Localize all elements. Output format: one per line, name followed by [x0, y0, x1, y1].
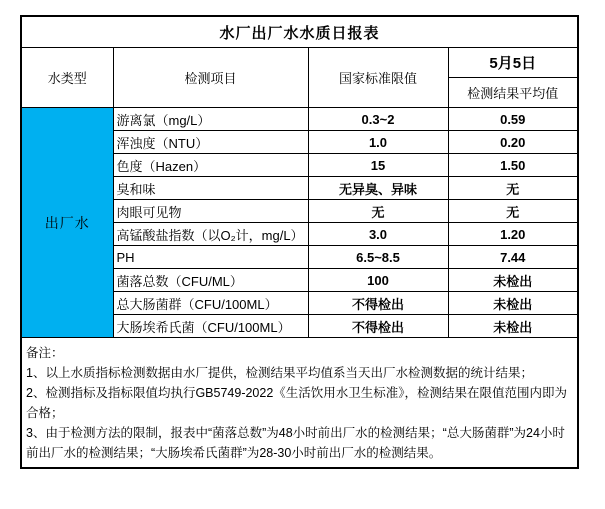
standard-cell: 100 — [308, 269, 448, 292]
result-cell: 未检出 — [448, 292, 578, 315]
item-cell: 菌落总数（CFU/ML） — [113, 269, 308, 292]
result-cell: 无 — [448, 200, 578, 223]
item-cell: 色度（Hazen） — [113, 154, 308, 177]
standard-cell: 不得检出 — [308, 292, 448, 315]
standard-cell: 不得检出 — [308, 315, 448, 338]
result-cell: 0.59 — [448, 108, 578, 131]
item-cell: 游离氯（mg/L） — [113, 108, 308, 131]
notes-cell — [21, 338, 578, 469]
result-cell: 1.20 — [448, 223, 578, 246]
notes-label: 备注： — [26, 346, 64, 360]
note-line-3: 3、由于检测方法的限制，报表中“菌落总数”为48小时前出厂水的检测结果；“总大肠菌群”为24小时前出厂水的检测结果；“大肠埃希氏菌群”为28-30小时前出厂水的检测结果。 — [26, 426, 565, 460]
report-title: 水厂出厂水水质日报表 — [21, 16, 578, 48]
notes-row — [21, 338, 578, 469]
standard-cell: 6.5~8.5 — [308, 246, 448, 269]
result-cell: 未检出 — [448, 315, 578, 338]
table-row — [21, 108, 578, 131]
result-cell: 0.20 — [448, 131, 578, 154]
result-cell: 无 — [448, 177, 578, 200]
result-cell: 1.50 — [448, 154, 578, 177]
water-quality-report-table — [20, 15, 579, 469]
result-cell: 7.44 — [448, 246, 578, 269]
header-row-1 — [21, 48, 578, 78]
water-type-cell: 出厂水 — [21, 108, 113, 338]
standard-cell: 无 — [308, 200, 448, 223]
standard-cell: 1.0 — [308, 131, 448, 154]
note-line-1: 1、以上水质指标检测数据由水厂提供，检测结果平均值系当天出厂水检测数据的统计结果； — [26, 366, 533, 380]
item-cell: 大肠埃希氏菌（CFU/100ML） — [113, 315, 308, 338]
col-header-standard: 国家标准限值 — [308, 48, 448, 108]
item-cell: PH — [113, 246, 308, 269]
note-line-2: 2、检测指标及指标限值均执行GB5749-2022《生活饮用水卫生标准》，检测结果在限值范围内即为合格； — [26, 386, 568, 420]
col-header-date: 5月5日 — [448, 48, 578, 78]
item-cell: 臭和味 — [113, 177, 308, 200]
result-cell: 未检出 — [448, 269, 578, 292]
standard-cell: 3.0 — [308, 223, 448, 246]
col-header-average: 检测结果平均值 — [448, 78, 578, 108]
col-header-water-type: 水类型 — [21, 48, 113, 108]
standard-cell: 无异臭、异味 — [308, 177, 448, 200]
item-cell: 总大肠菌群（CFU/100ML） — [113, 292, 308, 315]
item-cell: 浑浊度（NTU） — [113, 131, 308, 154]
standard-cell: 0.3~2 — [308, 108, 448, 131]
standard-cell: 15 — [308, 154, 448, 177]
title-row — [21, 16, 578, 48]
item-cell: 高锰酸盐指数（以O₂计，mg/L） — [113, 223, 308, 246]
col-header-item: 检测项目 — [113, 48, 308, 108]
item-cell: 肉眼可见物 — [113, 200, 308, 223]
